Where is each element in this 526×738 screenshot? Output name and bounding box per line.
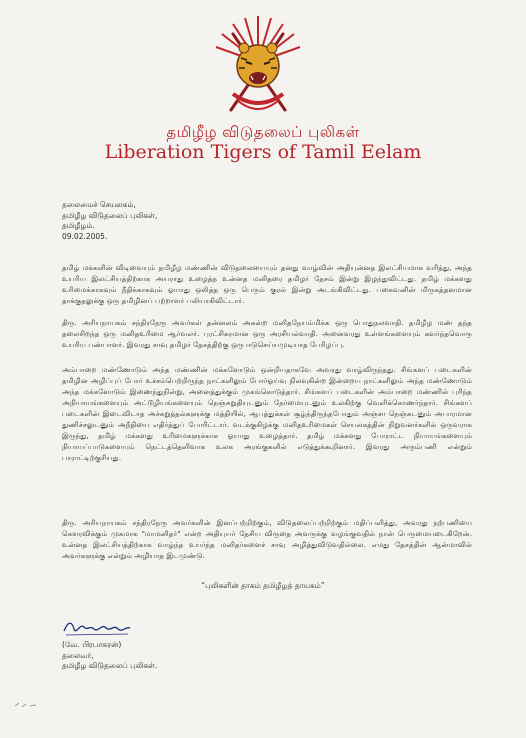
address-line-2: தமிழீழ விடுதலைப் புலிகள், [62,210,158,220]
signatory-title: தலைவர், [62,650,94,660]
body-paragraph-2: திரு. அரியநாயகம் சந்திரநேரு அவர்கள் தன்னலம் அகன்ற மனிதநேயம்மிக்க ஒரு பொதுநலவாதி. தமிழீழ மண் தந்த தலைசிறந்த ஒரு மனிதஉரிமை ஆர்வலர். புரட்சிகரமான ஒரு அரசியல்வாதி. அனைவரது உள்ளங்களையும் கவர்ந்தவொரு உயரிய பண்பாளர். இவரது சாவு தமிழர் தேசத்திற்கு ஒரு ஈடுசெய்யமுடியாத பேரிழப்பு. [62,318,472,349]
sender-address [62,200,157,242]
closing-slogan: “புலிகளின் தாகம் தமிழீழத் தாயகம்” [201,581,325,590]
org-name-tamil: தமிழீழ விடுதலைப் புலிகள் [166,123,360,141]
handwritten-signature-icon [62,617,132,639]
org-name-english: Liberation Tigers of Tamil Eelam [104,141,422,163]
body-paragraph-3: அம்பாறை மண்ணோடும் அந்த மண்ணின் மக்களோடும் ஒன்றியதாகவே அவரது வாழ்விருந்தது. சிங்களப் படைகளின் தமிழின அழிப்புப் போர் உச்சம்பெற்றிருந்த நாட்களிலும் போர்ஓய்வு நிலவுகின்ற இன்றைய நாட்களிலும் அந்த மண்ணோடும் அந்த மக்களோடும் இணைந்துநின்று, அனைத்துக்கும் முகங்கொடுத்தார். சிங்களப் படைகளின் அம்பாறை மண்ணில் புரிந்த அநியாயங்களையும் அட்டூழியங்களையும் நெஞ்சுறுதியுடனும் நேர்மையுடனும் உலகிற்கு வெளிக்கொணர்ந்தார். சிங்களப் படைகளின் இடைவிடாத அச்சுறுத்தல்களுக்கு மத்தியில், ஆபத்துக்கள் சூழ்ந்திருந்தபோதும் அஞ்சா நெஞ்சுடனும் அபாரமான துணிச்சலுடனும் அநீதியை எதிர்த்துப் போரிட்டார். வடக்குகிழக்கு மனிதஉரிமைகள் செயலகத்தின் நிறுவனர்களில் ஒருவராக இருந்து, தமிழ் மக்களது உரிமைகளுக்காக ஓயாது உழைத்தார். தமிழ் மக்களது போராட்ட நியாயங்களையும் நியாயப்பாடுகளையும் நெட்டத்தெளிவாக உலக அரங்குகளில் எடுத்துக்கூறினார். இவரது அரும்பணி என்றும் பாராட்டிற்குரியது. [62,365,472,462]
letter-date: 09.02.2005. [62,231,108,241]
scan-mark-icon [14,700,38,710]
signatory-organization: தமிழீழ விடுதலைப் புலிகள். [62,661,158,670]
address-line-3: தமிழீழம். [62,221,95,230]
tiger-emblem-icon [213,14,303,124]
address-line-1: தலைமைச் செயலகம், [62,200,136,209]
signature-block [62,640,157,672]
body-paragraph-1: தமிழ் மக்களின் விடிவையும் தமிழீழ மண்ணின் விடுதலையையும் தனது வாழ்வின் அதியுன்னத இலட்சியமாக வரித்து, அந்த உயரிய இலட்சியத்திற்காக அயராது உழைத்த உன்னத மனிதரை தமிழர் தேசம் இன்று இழந்துவிட்டது. தமிழ் மக்களது உரிமைக்காகவும் நீதிக்காகவும் ஓயாது ஒலித்த ஒரு பெரும் குரல் இன்று அடங்கிவிட்டது. பகைவனின் மிருகத்தனமான தாக்குதலுக்கு ஒரு தமிழினப் பற்றாளர் பலியாகிவிட்டார். [62,263,472,305]
body-paragraph-4: திரு. அரியநாயகம் சந்திரநேரு அவர்களின் இனப்பற்றிற்கும், விடுதலைப்பற்றிற்கும் மதிப்பளித்து, அவரது நற்பணியை கௌரவிக்கும் முகமாக "மாமனிதர்" என்ற அதியுயர் தேசிய விருதை அவருக்கு வழங்குவதில் நான் பெருமையடைகிறேன். உன்னத இலட்சியத்திற்காக வாழ்ந்த உயர்ந்த மனிதர்களைச் சாவு அழித்துவிடுவதில்லை. எமது தேசத்தின் ஆன்மாவில் அவர்களுக்கு என்றும் அழியாத இடமுண்டு. [62,518,472,560]
signatory-name: (வே. பிரபாகரன்) [62,640,122,649]
